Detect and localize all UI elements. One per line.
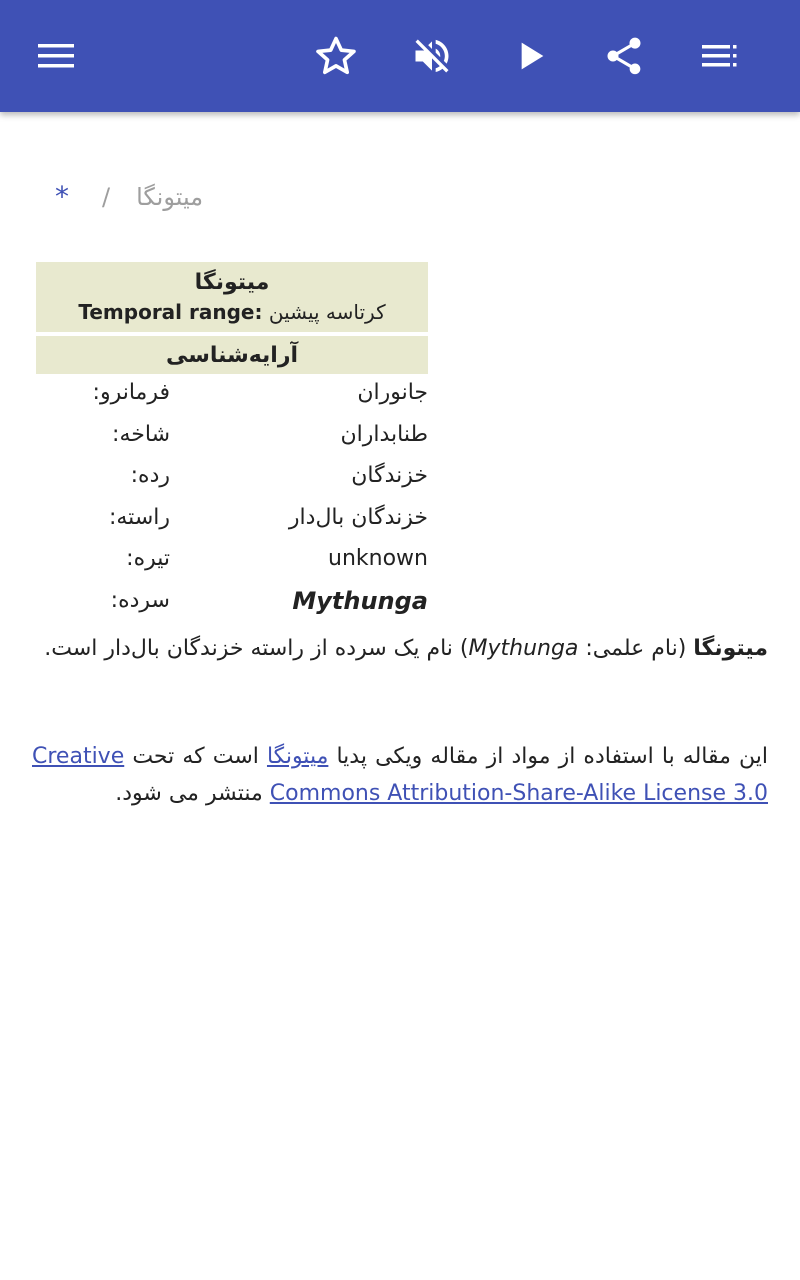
taxobox-value: unknown xyxy=(328,546,428,572)
taxobox-value: Mythunga xyxy=(292,586,428,615)
taxobox-title: میتونگا xyxy=(194,270,270,295)
taxobox-label: :راسته xyxy=(108,504,170,530)
breadcrumb-separator: / xyxy=(102,182,111,211)
intro-text: ) نام یک سرده از راسته خزندگان بال‌دار است. xyxy=(44,636,469,661)
breadcrumb-root-link[interactable]: * xyxy=(55,180,69,213)
share-icon xyxy=(602,34,646,78)
taxobox-row-family xyxy=(36,540,428,582)
source-article-link[interactable]: میتونگا xyxy=(266,744,329,769)
taxobox-value: خزندگان بال‌دار xyxy=(288,504,428,530)
breadcrumb-current: میتونگا xyxy=(136,182,204,211)
license-link[interactable]: Creative Commons Attribution-Share-Alike License 3.0 xyxy=(32,744,768,806)
license-text-2: است که تحت xyxy=(124,744,267,769)
taxobox-row-class xyxy=(36,457,428,499)
scientific-name: Mythunga xyxy=(468,636,579,661)
taxobox-value: جانوران xyxy=(357,380,428,405)
taxobox-row-order xyxy=(36,499,428,541)
scientific-name-prefix: نام علمی: xyxy=(578,636,678,661)
app-toolbar xyxy=(0,0,800,112)
taxonomy-section-heading: آرایه‌شناسی xyxy=(36,336,428,374)
taxobox-row-genus xyxy=(36,582,428,624)
license-notice xyxy=(32,738,768,812)
taxobox-header xyxy=(36,262,428,332)
taxobox-value: طنابداران xyxy=(340,421,428,447)
bookmark-button[interactable] xyxy=(308,28,364,84)
mute-button[interactable] xyxy=(404,28,460,84)
taxobox-label: :شاخه xyxy=(112,421,170,447)
taxobox-label: :سرده xyxy=(110,587,170,613)
temporal-range-value: کرتاسه پیشین xyxy=(268,300,386,324)
star-outline-icon xyxy=(314,34,358,78)
play-button[interactable] xyxy=(502,28,558,84)
taxobox-label: :فرمانرو xyxy=(92,380,170,405)
intro-open-paren: ( xyxy=(677,636,694,661)
playlist-icon xyxy=(700,36,740,76)
play-icon xyxy=(510,36,550,76)
taxobox xyxy=(36,262,428,624)
taxobox-row-phylum xyxy=(36,416,428,458)
temporal-range-label: Temporal range: xyxy=(78,300,263,324)
menu-button[interactable] xyxy=(28,28,84,84)
volume-off-icon xyxy=(410,34,454,78)
temporal-range xyxy=(78,298,385,326)
article-intro xyxy=(32,630,768,667)
breadcrumb xyxy=(50,180,203,213)
license-text-1: این مقاله با استفاده از مواد از مقاله ویکی پدیا xyxy=(328,744,768,769)
share-button[interactable] xyxy=(596,28,652,84)
taxobox-value: خزندگان xyxy=(351,463,428,489)
license-text-3: منتشر می شود. xyxy=(115,781,270,806)
taxobox-label: :رده xyxy=(130,463,170,489)
taxobox-label: :تیره xyxy=(126,546,170,572)
article-subject: میتونگا xyxy=(693,636,768,661)
contents-button[interactable] xyxy=(692,28,748,84)
menu-icon xyxy=(36,36,76,76)
taxobox-row-kingdom xyxy=(36,374,428,416)
